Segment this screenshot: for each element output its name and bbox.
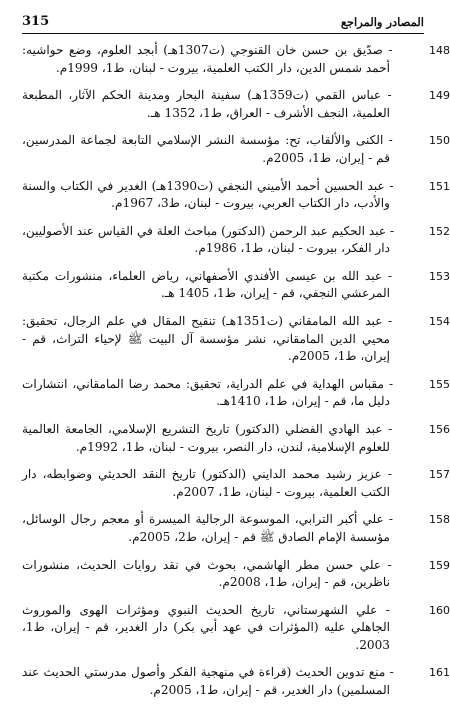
bibliography-entry bbox=[22, 223, 450, 258]
entry-number: 148 bbox=[429, 44, 450, 57]
bibliography-entry bbox=[22, 376, 450, 411]
bibliography-list bbox=[22, 42, 450, 710]
bibliography-entry bbox=[22, 602, 450, 655]
entry-text: - علي أكبر الترابي، الموسوعة الرجالية الميسرة أو معجم رجال الوسائل، مؤسسة الإمام الصادق ﷺ قم - إيران، ط2، 2005م. bbox=[22, 512, 393, 544]
entry-number: 158 bbox=[428, 513, 450, 527]
entry-text: - عباس القمي (ت1359هـ) سفينة البحار ومدينة الحكم الآثار، المطبعة العلمية، النجف الأشرف - العراق، ط1، 1352 هـ. bbox=[22, 88, 392, 120]
entry-text: - عبد الله المامقاني (ت1351هـ) تنقيح المقال في علم الرجال، تحقيق: محيي الدين المامقاني، نشر مؤسسة آل البيت ﷺ لإحياء التراث، قم - إيران، ط1، 2005م. bbox=[22, 314, 393, 364]
entry-text: - مقباس الهداية في علم الدراية، تحقيق: محمد رضا المامقاني، انتشارات دليل ما، قم - إيران، ط1، 1410هـ. bbox=[22, 376, 394, 409]
entry-number: 156 bbox=[428, 423, 450, 436]
entry-number: 150 bbox=[429, 134, 450, 148]
entry-number: 149 bbox=[428, 89, 450, 103]
entry-number: 153 bbox=[429, 269, 450, 283]
bibliography-entry bbox=[22, 178, 450, 213]
bibliography-entry bbox=[22, 511, 450, 546]
entry-number: 152 bbox=[428, 224, 450, 238]
entry-text: - عبد الحسين أحمد الأميني النجفي (ت1390هـ) الغدير في الكتاب والسنة والأدب، دار الكتاب العربي، بيروت - لبنان، ط3، 1967م. bbox=[22, 178, 394, 211]
bibliography-entry bbox=[22, 268, 450, 303]
bibliography-entry bbox=[22, 313, 450, 366]
entry-number: 161 bbox=[429, 666, 450, 680]
entry-text: - عزيز رشيد محمد الدايني (الدكتور) تاريخ النقد الحديثي وضوابطه، دار الكتب العلمية، بيروت - لبنان، ط1، 2007م. bbox=[22, 467, 392, 499]
entry-text: - صدّيق بن حسن خان القنوجي (ت1307هـ) أبجد العلوم، وضع حواشيه: أحمد شمس الدين، دار الكتب العلمية، بيروت - لبنان، ط1، 1999م. bbox=[22, 43, 393, 75]
page-number: 315 bbox=[22, 14, 50, 29]
entry-number: 159 bbox=[428, 558, 450, 572]
entry-text: - الكنى والألقاب، تح: مؤسسة النشر الإسلامي التابعة لجماعة المدرسين، قم - إيران، ط1، 2005م. bbox=[22, 133, 393, 165]
page-header bbox=[22, 14, 424, 32]
entry-number: 155 bbox=[428, 377, 450, 391]
bibliography-entry bbox=[22, 87, 450, 122]
entry-text: - منع تدوين الحديث (قراءة في منهجية الفكر وأصول مدرستي الحديث عند المسلمين) دار الغدير، قم - إيران، ط1، 2005م. bbox=[22, 665, 394, 697]
bibliography-entry bbox=[22, 132, 450, 167]
entry-number: 154 bbox=[429, 315, 450, 329]
entry-text: - علي حسن مطر الهاشمي، بحوث في نقد روايات الحديث، منشورات ناظرين، قم - إيران، ط1، 2008م. bbox=[22, 557, 392, 590]
header-rule bbox=[22, 33, 424, 34]
bibliography-entry bbox=[22, 664, 450, 699]
running-title: المصادر والمراجع bbox=[340, 15, 424, 29]
entry-number: 151 bbox=[429, 179, 450, 193]
entry-text: - عبد الله بن عيسى الأفندي الأصفهاني، رياض العلماء، منشورات مكتبة المرعشي النجفي، قم - إيران، ط1، 1405 هـ. bbox=[22, 268, 393, 301]
bibliography-entry bbox=[22, 42, 450, 77]
entry-text: - عبد الهادي الفضلي (الدكتور) تاريخ التشريع الإسلامي، الجامعة العالمية للعلوم الإسلامية، لندن، دار النصر، بيروت - لبنان، ط1، 1992م. bbox=[22, 422, 393, 454]
bibliography-entry bbox=[22, 557, 450, 592]
bibliography-entry bbox=[22, 421, 450, 456]
entry-text: - عبد الحكيم عبد الرحمن (الدكتور) مباحث العلة في القياس عند الأصوليين، دار الفكر، بيروت - لبنان، ط1، 1986م. bbox=[22, 223, 395, 256]
entry-number: 160 bbox=[429, 603, 450, 617]
entry-text: - علي الشهرستاني، تاريخ الحديث النبوي ومؤثرات الهوى والموروث الجاهلي عليه (المؤثرات في عهد أبي بكر) دار الغدير، قم - إيران، ط1، 2003. bbox=[22, 602, 390, 652]
entry-number: 157 bbox=[429, 468, 450, 482]
bibliography-entry bbox=[22, 466, 450, 501]
